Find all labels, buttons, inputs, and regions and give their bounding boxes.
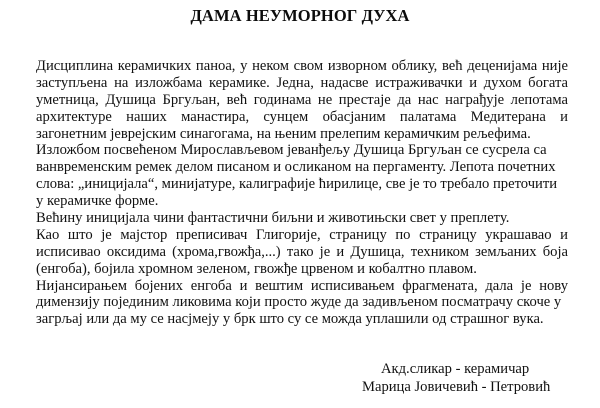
body-line: ванвременским ремек делом писаном и осликаном на пергаменту. Лепота почетних (36, 159, 556, 176)
body-line: Као што је мајстор преписивач Глигорије, страницу по страницу украшавао и (36, 226, 568, 243)
body-line: загрљај или да му се насјмеју у брк што су се можда уплашили од страшног вука. (36, 311, 544, 328)
body-line: уметница, Душица Бргуљан, већ годинама не престаје да нас награђује лепотама (36, 91, 568, 108)
body-line: Већину иницијала чини фантастични биљни и животињски свет у преплету. (36, 210, 510, 227)
body-line: загонетним јеврејским синагогама, на њеним прелепим керамичким рељефима. (36, 125, 531, 142)
body-line: димензију појединим ликовима који просто жуде да задивљеном посматрачу скоче у (36, 294, 562, 311)
body-line: (енгоба), бојила хромном зеленом, гвожђе црвеном и кобалтно плавом. (36, 260, 477, 277)
body-line: слова: „иницијала“, минијатуре, калиграфије ћирилице, све је то требало преточити (36, 176, 558, 193)
body-line: Изложбом посвећеном Мирослављевом јеванђељу Душица Бргуљан се сусрела са (36, 142, 547, 159)
body-line: у керамичке форме. (36, 193, 159, 210)
body-line: исписивао оксидима (хрома,гвожђа,...) тако је и Душица, техником земљаних боја (36, 243, 568, 260)
signature-role: Акд.сликар - керамичар (381, 361, 530, 377)
body-line: Нијансирањем бојених енгоба и вештим исписивањем фрагмената, дала је нову (36, 277, 568, 294)
signature-block (360, 360, 600, 396)
body-line: Дисциплина керамичких паноа, у неком свом изворном облику, већ деценијама није (36, 58, 568, 74)
signature-name: Марица Јовичевић - Петровић (362, 379, 551, 395)
body-line: архитектуре наших манастира, сунцем обасјаним палатама Медитерана и (36, 108, 568, 125)
document-title: ДАМА НЕУМОРНОГ ДУХА (190, 6, 410, 25)
document-body (36, 58, 568, 328)
body-line: заступљена на изложбама керамике. Једна, надасве истраживачки и духом богата (36, 74, 568, 91)
